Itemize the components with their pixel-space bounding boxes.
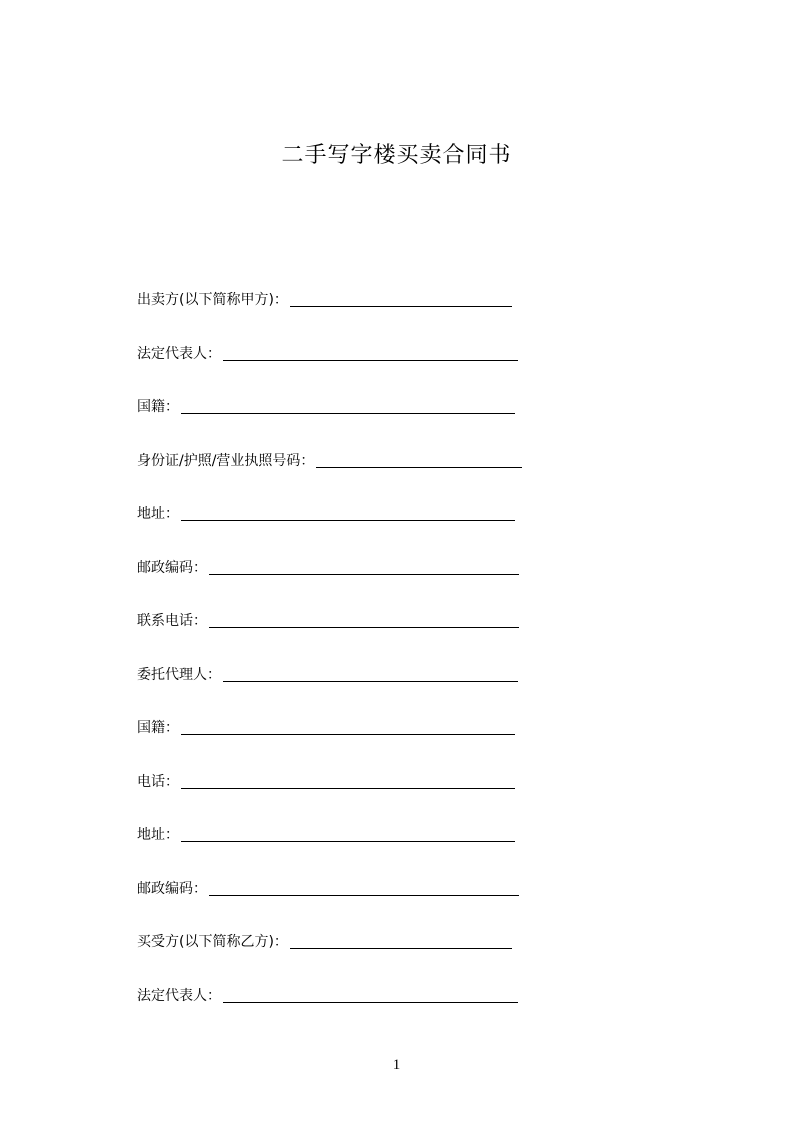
field-label: 委托代理人：	[137, 666, 221, 683]
field-contact-phone	[137, 606, 697, 660]
field-label: 法定代表人：	[137, 987, 221, 1004]
field-agent	[137, 660, 697, 714]
field-label: 地址：	[137, 827, 179, 843]
blank-line[interactable]	[209, 874, 519, 896]
blank-line[interactable]	[181, 499, 515, 521]
field-id-number	[137, 446, 697, 500]
field-agent-nationality	[137, 713, 697, 767]
blank-line[interactable]	[181, 392, 515, 414]
field-label: 身份证/护照/营业执照号码：	[137, 452, 315, 469]
party-info-form	[137, 285, 697, 1034]
document-title: 二手写字楼买卖合同书	[281, 143, 512, 168]
field-address	[137, 499, 697, 553]
field-label: 出卖方(以下简称甲方)：	[137, 292, 288, 308]
blank-line[interactable]	[181, 767, 515, 789]
blank-line[interactable]	[223, 981, 518, 1003]
field-label: 电话：	[137, 773, 179, 790]
field-label: 地址：	[137, 506, 179, 522]
field-seller	[137, 285, 697, 339]
field-label: 邮政编码：	[137, 559, 207, 576]
blank-line[interactable]	[209, 553, 519, 575]
field-agent-postal-code	[137, 874, 697, 928]
field-buyer-legal-representative	[137, 981, 697, 1035]
blank-line[interactable]	[290, 285, 512, 307]
field-label: 国籍：	[137, 720, 179, 736]
field-postal-code	[137, 553, 697, 607]
field-buyer	[137, 927, 697, 981]
field-legal-representative	[137, 339, 697, 393]
page-number: 1	[392, 1057, 401, 1073]
field-label: 法定代表人：	[137, 345, 221, 362]
blank-line[interactable]	[223, 660, 518, 682]
field-nationality	[137, 392, 697, 446]
blank-line[interactable]	[223, 339, 518, 361]
blank-line[interactable]	[209, 606, 519, 628]
blank-line[interactable]	[181, 820, 515, 842]
field-label: 联系电话：	[137, 613, 207, 629]
blank-line[interactable]	[316, 446, 522, 468]
field-label: 买受方(以下简称乙方)：	[137, 934, 288, 950]
field-agent-address	[137, 820, 697, 874]
field-label: 国籍：	[137, 399, 179, 415]
field-label: 邮政编码：	[137, 880, 207, 897]
blank-line[interactable]	[290, 927, 512, 949]
blank-line[interactable]	[181, 713, 515, 735]
field-agent-phone	[137, 767, 697, 821]
